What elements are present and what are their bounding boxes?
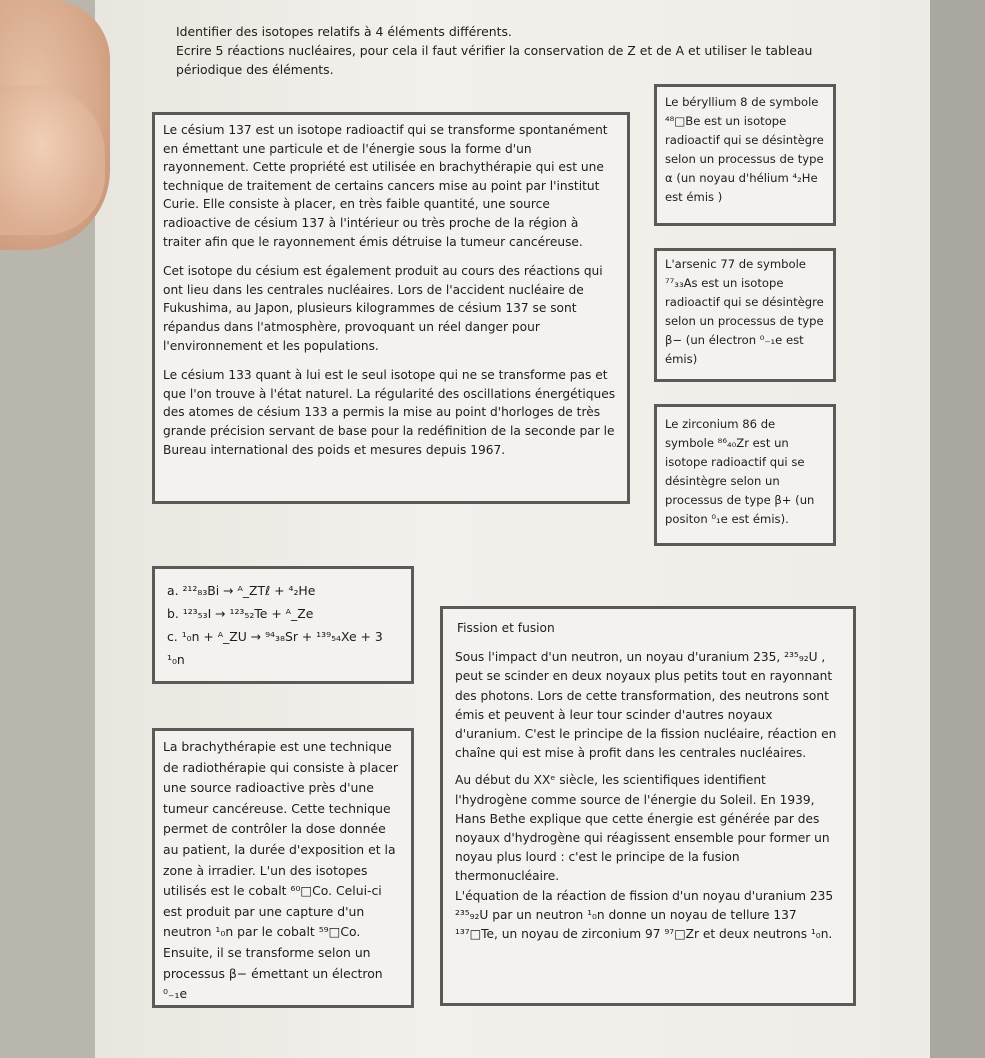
- equation-c: c. ¹₀n + ᴬ_ZU → ⁹⁴₃₈Sr + ¹³⁹₅₄Xe + 3 ¹₀n: [167, 629, 383, 667]
- fission-fusion-box: [440, 606, 856, 1006]
- fission-paragraph-1: Sous l'impact d'un neutron, un noyau d'uranium 235, ²³⁵₉₂U , peut se scinder en deux noyaux plus petits tout en rayonnant des photons. Lors de cette transformation, des neutrons sont émis et peuvent à leur tour scinder d'autres noyaux d'uranium. C'est le principe de la fission nucléaire, réaction en chaîne qui est mise à profit dans les centrales nucléaires.: [455, 650, 837, 761]
- cesium-paragraph-2: Cet isotope du césium est également produit au cours des réactions qui ont lieu dans les centrales nucléaires. Lors de l'accident nucléaire de Fukushima, au Japon, plusieurs kilogrammes de césium 137 se sont répandus dans l'atmosphère, provoquant un réel danger pour l'environnement et les populations.: [163, 264, 603, 353]
- arsenic-text: L'arsenic 77 de symbole ⁷⁷₃₃As est un isotope radioactif qui se désintègre selon un processus de type β− (un électron ⁰₋₁e est émis): [665, 257, 824, 366]
- brachytherapy-box: [152, 728, 414, 1008]
- brachytherapy-text: La brachythérapie est une technique de radiothérapie qui consiste à placer une source radioactive près d'une tumeur cancéreuse. Cette technique permet de contrôler la dose donnée au patient, la durée d'exposition et la zone à irradier. L'un des isotopes utilisés est le cobalt ⁶⁰□Co. Celui-ci est produit par une capture d'un neutron ¹₀n par le cobalt ⁵⁹□Co. Ensuite, il se transforme selon un processus β− émettant un électron ⁰₋₁e: [163, 739, 398, 1002]
- arsenic-box: [654, 248, 836, 382]
- beryllium-box: [654, 84, 836, 226]
- zirconium-box: [654, 404, 836, 546]
- instruction-line-1: Identifier des isotopes relatifs à 4 éléments différents.: [176, 24, 512, 39]
- cesium-text-box: [152, 112, 630, 504]
- background-surface: [930, 0, 985, 1058]
- cesium-paragraph-3: Le césium 133 quant à lui est le seul isotope qui ne se transforme pas et que l'on trouve à l'état naturel. La régularité des oscillations énergétiques des atomes de césium 133 a permis la mise au point d'horloges de très grande précision servant de base pour la redéfinition de la seconde par le Bureau international des poids et mesures depuis 1967.: [163, 368, 616, 457]
- equations-box: [152, 566, 414, 684]
- instruction-line-2: Ecrire 5 réactions nucléaires, pour cela il faut vérifier la conservation de Z et de A et utiliser le tableau: [176, 43, 813, 58]
- equation-b: b. ¹²³₅₃I → ¹²³₅₂Te + ᴬ_Ze: [167, 606, 314, 621]
- fission-title: Fission et fusion: [457, 621, 555, 635]
- cesium-paragraph-1: Le césium 137 est un isotope radioactif qui se transforme spontanément en émettant une particule et de l'énergie sous la forme d'un rayonnement. Cette propriété est utilisée en brachythérapie qui est une technique de traitement de certains cancers mise au point par l'institut Curie. Elle consiste à placer, en très faible quantité, une source radioactive de césium 137 à l'intérieur ou très proche de la région à traiter afin que le rayonnement émis détruise la tumeur cancéreuse.: [163, 123, 608, 249]
- zirconium-text: Le zirconium 86 de symbole ⁸⁶₄₀Zr est un isotope radioactif qui se désintègre selon un processus de type β+ (un positon ⁰₁e est émis).: [665, 417, 815, 526]
- fission-paragraph-2: Au début du XXᵉ siècle, les scientifiques identifient l'hydrogène comme source de l'énergie du Soleil. En 1939, Hans Bethe explique que cette énergie est générée par des noyaux d'hydrogène qui réagissent ensemble pour former un noyau plus lourd : c'est le principe de la fusion thermonucléaire.: [455, 773, 830, 884]
- fission-paragraph-3: L'équation de la réaction de fission d'un noyau d'uranium 235 ²³⁵₉₂U par un neutron ¹₀n donne un noyau de tellure 137 ¹³⁷□Te, un noyau de zirconium 97 ⁹⁷□Zr et deux neutrons ¹₀n.: [455, 888, 834, 942]
- equation-a: a. ²¹²₈₃Bi → ᴬ_ZTℓ + ⁴₂He: [167, 583, 316, 598]
- instruction-line-3: périodique des éléments.: [176, 62, 334, 77]
- beryllium-text: Le béryllium 8 de symbole ⁴⁸□Be est un isotope radioactif qui se désintègre selon un processus de type α (un noyau d'hélium ⁴₂He est émis ): [665, 95, 824, 204]
